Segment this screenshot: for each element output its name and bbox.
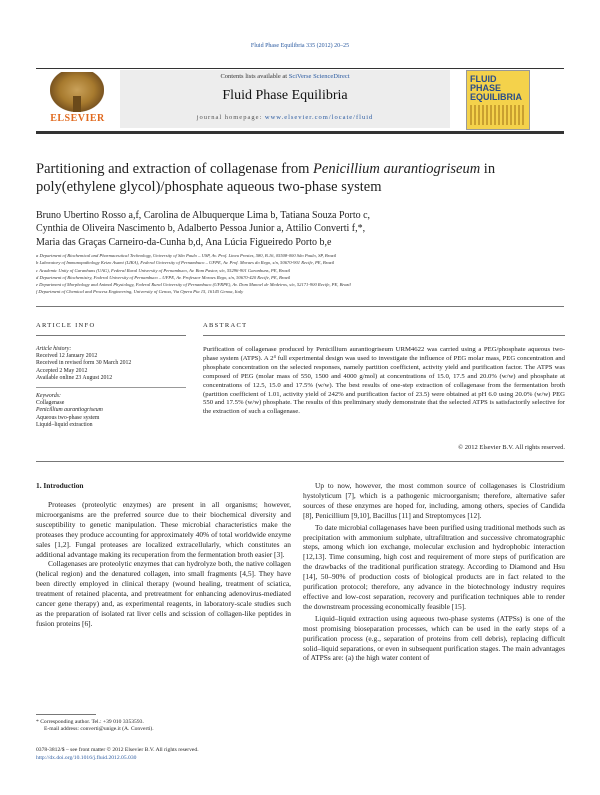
affiliations xyxy=(36,252,566,296)
journal-name: Fluid Phase Equilibria xyxy=(222,88,348,103)
author-email[interactable]: E-mail address: converti@unige.it (A. Converti). xyxy=(44,726,154,733)
authors-line-3: Maria das Graças Carneiro-da-Cunha b,d, Ana Lúcia Figueiredo Porto b,e xyxy=(36,236,332,248)
affiliation-f: f Department of Chemical and Process Engineering, University of Genoa, Via Opera Pia 15, 16145 Genoa, Italy xyxy=(36,289,244,295)
cover-graphic xyxy=(470,105,526,125)
corresponding-author: * Corresponding author. Tel.: +39 010 3353593. xyxy=(36,719,144,725)
keyword: Penicillium aurantiogriseum xyxy=(36,407,103,414)
footnote xyxy=(36,719,296,734)
paragraph: Up to now, however, the most common source of collagenases is Clostridium hystolyticum [7], which is a pathogenic microorganism; therefore, alternative safer sources of these enzymes are hoped for, including, among others, species of Candida [8], Penicillium [9,10], Bacillus [11] and Streptomyces [12]. xyxy=(303,481,565,520)
journal-reference[interactable]: Fluid Phase Equilibria 335 (2012) 20–25 xyxy=(250,43,350,49)
article-info-rule xyxy=(36,335,186,336)
tree-trunk-icon xyxy=(73,96,81,112)
paragraph: Proteases (proteolytic enzymes) are present in all organisms; however, microorganisms are the preferred source due to their biochemical diversity and susceptibility to genetic manipulation. These microbial characteristics make the proteases they produce accounting for approximately 40% of total worldwide enzyme sales [1,2]. Fungal proteases are localized extracellularly, which constitutes an additional advantage making its recuperation from the fermentation broth easier [3]. xyxy=(36,500,291,559)
author-list xyxy=(36,209,566,249)
sciencedirect-link[interactable]: SciVerse ScienceDirect xyxy=(288,73,350,80)
paragraph: Collagenases are proteolytic enzymes that can hydrolyze both, the native collagen (helical region) and the denatured collagen, into small fragments [4,5]. They have been directly employed in clinical therapy (wound healing, treatment of sciatica, treatment of retained placenta, and pretreatment for enhancing adenovirus-mediated cancer gene therapy) and, as experimental reagents, in laboratory-scale studies such as the preparation of isolated rat liver cells and scission of collagen-like peptides in fusion proteins [6]. xyxy=(36,559,291,628)
affiliation-e: e Department of Morphology and Animal Physiology, Federal Rural University of Pernambuco (UFRPE), Av. Dom Manoel de Medeiros, s/n, 52171-900 Recife, PE, Brazil xyxy=(36,282,351,288)
article-info-heading: ARTICLE INFO xyxy=(36,322,96,329)
affiliation-b: b Laboratory of Immunopathology Keizo Asami (LIKA), Federal University of Pernambuco – UFPE, Av. Prof. Moraes do Rego, s/n, 50670-901 Recife, PE, Brazil xyxy=(36,260,335,266)
info-divider xyxy=(36,387,186,388)
authors-line-2: Cynthia de Oliveira Nascimento b, Adalberto Pessoa Junior a, Attilio Converti f,*, xyxy=(36,223,366,235)
keyword: Aqueous two-phase system xyxy=(36,414,100,421)
abstract-rule xyxy=(203,335,565,336)
history-online: Available online 23 August 2012 xyxy=(36,374,113,381)
affiliation-d: d Department of Biochemistry, Federal University of Pernambuco – UFPE, Av. Professor Moraes Rego, s/n, 50670-420 Recife, PE, Brazil xyxy=(36,274,291,280)
article-info xyxy=(36,346,186,429)
abstract-copyright: © 2012 Elsevier B.V. All rights reserved. xyxy=(458,444,565,451)
history-label: Article history: xyxy=(36,346,72,352)
elsevier-logo xyxy=(40,72,115,126)
history-accepted: Accepted 2 May 2012 xyxy=(36,367,88,374)
journal-masthead xyxy=(120,70,450,128)
abstract-heading: ABSTRACT xyxy=(203,322,248,329)
section-heading-introduction: 1. Introduction xyxy=(36,481,84,490)
history-received: Received 12 January 2012 xyxy=(36,353,98,360)
authors-line-1: Bruno Ubertino Rosso a,f, Carolina de Albuquerque Lima b, Tatiana Souza Porto c, xyxy=(36,210,371,221)
page-footer xyxy=(36,747,336,762)
affiliation-divider xyxy=(36,306,564,307)
title-part2: in poly(ethylene glycol)/phosphate aqueous two-phase system xyxy=(36,161,496,195)
title-part1: Partitioning and extraction of collagenase from xyxy=(36,161,314,177)
paragraph: Liquid–liquid extraction using aqueous two-phase systems (ATPSs) is one of the most promising bioseparation processes, which can be used in the early steps of a purification process (e.g., separation of proteins from cell debris), replacing difficult solid–liquid separations, or even in subsequent purification stages. The main advantages of ATPSs are: (a) the high water content of xyxy=(303,613,565,663)
keyword: Collagenase xyxy=(36,400,65,407)
paragraph: To date microbial collagenases have been purified using traditional methods such as precipitation with ammonium sulphate, ultrafiltration and successive chromatographic steps, among which ion exchange, molecular exclusion and hydrophobic interaction [12,13]. Time consuming, high cost and requirement of more steps of purification are the drawbacks of the traditional purification strategy. According to Diamond and Hsu [14], 50–90% of production costs of biological products are in fact related to the purification protocol; therefore, any advance in the biotechnology industry requires effective and low-cost separation, recovery and purification techniques able to render the downstream processing economically feasible [15]. xyxy=(303,522,565,611)
body-right-column xyxy=(303,481,565,663)
footnote-rule xyxy=(36,714,96,715)
doi-link[interactable]: http://dx.doi.org/10.1016/j.fluid.2012.05.030 xyxy=(36,754,137,761)
affiliation-c: c Academic Unity of Garanhuns (UAG), Federal Rural University of Pernambuco, Av. Bom Pastor, s/n, 55296-901 Garanhuns, PE, Brazil xyxy=(36,267,291,273)
keywords-label: Keywords: xyxy=(36,393,61,400)
contents-line xyxy=(120,73,450,80)
abstract-text: Purification of collagenase produced by Penicillium aurantiogriseum URM4622 was carried using a PEG/phosphate aqueous two-phase system (ATPS). A 2⁴ full experimental design was used to investigate the influence of PEG molar mass, PEG concentration and phosphate concentration on the selected responses, namely partition coefficient, activity yield and purification factor. The ATPS was composed of PEG (molar mass of 550, 1500 and 4000 g/mol) at concentrations of 15.0, 17.5 and 20.0% (w/w) and phosphate at concentrations of 12.5, 15.0 and 17.5% (w/w). The best results of one-step extraction of collagenase from the fermentation broth (partition coefficient of 1.01, activity yield of 242% and purification factor of 23.5) were obtained at pH 6.0 using 20.0% (w/w) PEG 550 and 17.5% (w/w) phosphate. The results of this preliminary study demonstrate that the selected ATPS is satisfactorily selective for the extraction of such a collagenase. xyxy=(203,346,565,416)
journal-cover-thumbnail xyxy=(466,70,530,130)
cover-title: FLUID PHASE EQUILIBRIA xyxy=(470,74,523,102)
affiliation-a: a Department of Biochemical and Pharmaceutical Technology, University of São Paulo – USP, Av. Prof. Lineu Prestes, 580, B.16, 05508-000 São Paulo, SP, Brazil xyxy=(36,253,337,258)
title-species: Penicillium aurantiogriseum xyxy=(313,161,481,177)
article-title xyxy=(36,160,566,196)
homepage-prefix: journal homepage: xyxy=(196,114,265,121)
homepage-link[interactable]: www.elsevier.com/locate/fluid xyxy=(264,114,374,121)
issn-line: 0378-3812/$ – see front matter © 2012 Elsevier B.V. All rights reserved. xyxy=(36,747,199,753)
body-left-column xyxy=(36,500,291,629)
contents-prefix: Contents lists available at xyxy=(220,73,289,80)
abstract-divider xyxy=(36,461,564,462)
keyword: Liquid–liquid extraction xyxy=(36,421,93,428)
publisher-name: ELSEVIER xyxy=(50,113,105,124)
journal-homepage xyxy=(120,114,450,121)
history-revised: Received in revised form 30 March 2012 xyxy=(36,360,132,367)
